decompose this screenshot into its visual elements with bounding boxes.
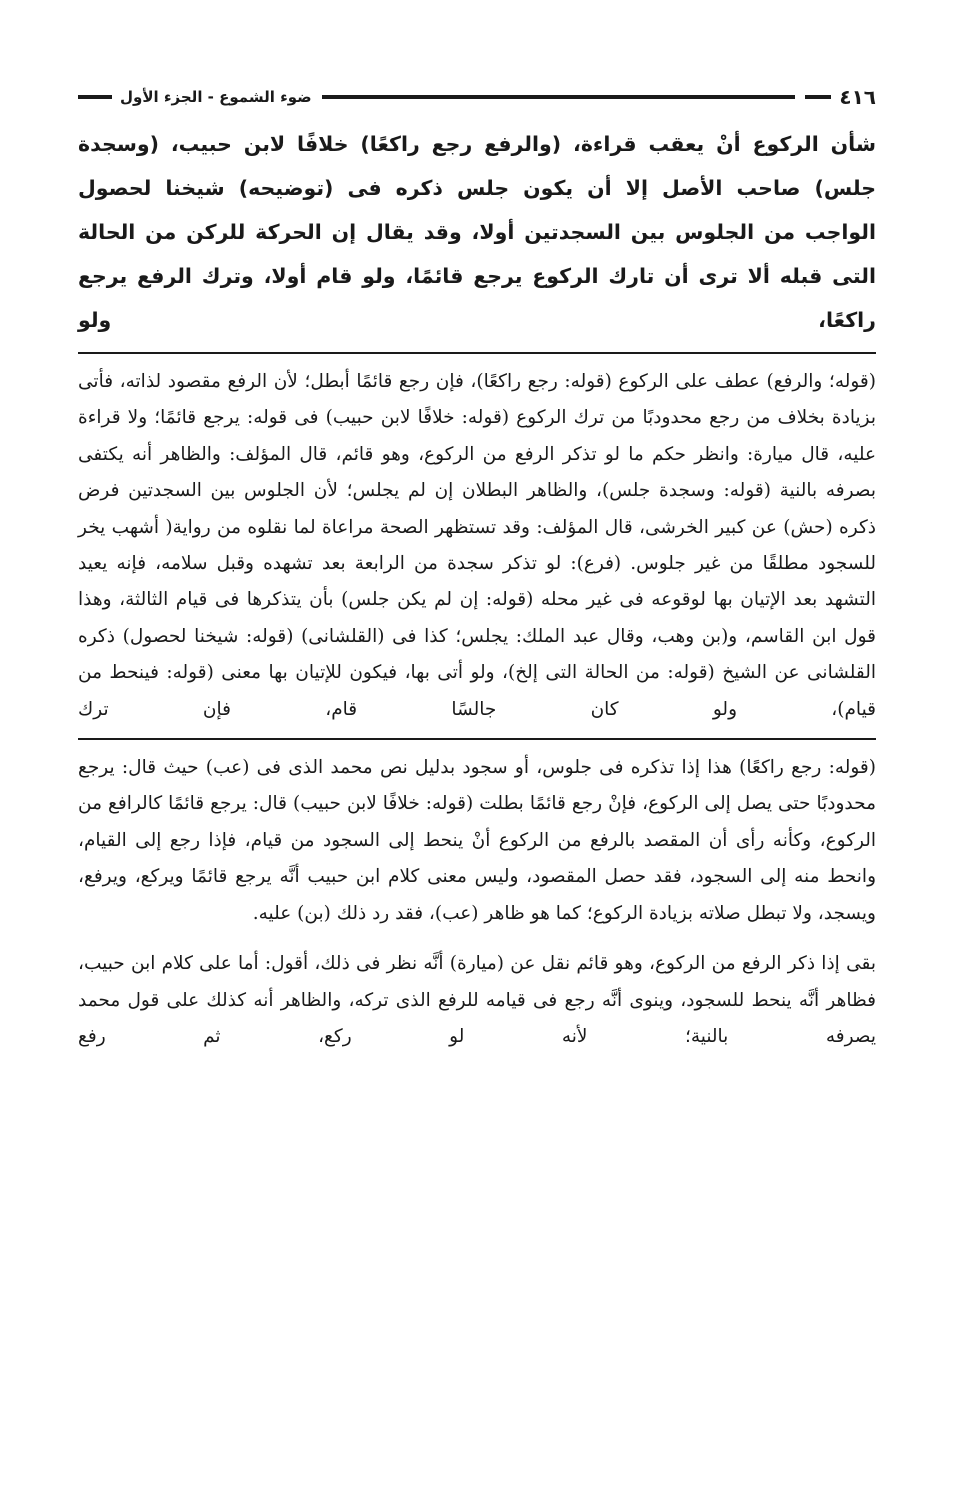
- header-rule: [322, 95, 796, 99]
- header-short-rule: [805, 95, 831, 99]
- paragraph-gap: [78, 932, 876, 946]
- header-right: [805, 85, 876, 109]
- separator-1: [78, 352, 876, 354]
- book-title: ضوء الشموع - الجزء الأول: [120, 88, 312, 106]
- page-header: [78, 80, 876, 114]
- separator-2: [78, 738, 876, 740]
- main-text: شأن الركوع أنْ يعقب قراءة، (والرفع رجع راكعًا) خلافًا لابن حبيب، (وسجدة جلس) صاحب الأصل إلا أن يكون جلس ذكره فى (توضيحه) شيخنا لحصول الواجب من الجلوس بين السجدتين أولا، وقد يقال إن الحركة للركن من الحالة التى قبله ألا ترى أن تارك الركوع يرجع قائمًا، ولو قام أولا، وترك الرفع يرجع راكعًا، ولو: [78, 132, 876, 332]
- header-short-rule-left: [78, 95, 112, 99]
- commentary-1: (قوله؛ والرفع) عطف على الركوع (قوله: رجع راكعًا)، فإن رجع قائمًا أبطل؛ لأن الرفع مقصود لذاته، فأتى بزيادة بخلاف من رجع محدودبًا من ترك الركوع (قوله: خلافًا لابن حبيب) فى قوله: يرجع قائمًا؛ ولا قراءة عليه، قال ميارة: وانظر حكم ما لو تذكر الرفع من الركوع، وهو قائم، قال المؤلف: والظاهر أنه يكتفى بصرفه بالنية (قوله: وسجدة جلس)، والظاهر البطلان إن لم يجلس؛ لأن الجلوس بين السجدتين فرض ذكره (حش) عن كبير الخرشى، قال المؤلف: وقد تستظهر الصحة مراعاة لما نقلوه من رواية( أشهب يخر للسجود مطلقًا من غير جلوس. (فرع): لو تذكر سجدة من الرابعة بعد تشهده وقبل سلامه، فإنه يعيد التشهد بعد الإتيان بها لوقوعه فى غير محله (قوله: إن لم يكن جلس) بأن يتذكرها فى قيام الثالثة، وهذا قول ابن القاسم، و(بن وهب، وقال عبد الملك: يجلس؛ كذا فى (القلشانى) (قوله: شيخنا لحصول) ذكره القلشانى عن الشيخ (قوله: من الحالة التى إلخ)، ولو أتى بها، فيكون للإتيان بها معنى (قوله: فينحط من قيام)، ولو كان جالسًا قام، فإن ترك: [78, 371, 876, 720]
- commentary-2-continuation: بقى إذا ذكر الرفع من الركوع، وهو قائم نقل عن (ميارة) أنَّه نظر فى ذلك، أقول: أما على كلام ابن حبيب، فظاهر أنَّه ينحط للسجود، وينوى أنَّه رجع فى قيامه للرفع الذى تركه، والظاهر أنه كذلك على قول محمد يصرفه بالنية؛ لأنه لو ركع، ثم رفع: [78, 953, 876, 1047]
- header-left: [78, 88, 312, 106]
- commentary-2: (قوله: رجع راكعًا) هذا إذا تذكره فى جلوس، أو سجود بدليل نص محمد الذى فى (عب) حيث قال: يرجع محدودبًا حتى يصل إلى الركوع، فإنْ رجع قائمًا بطلت (قوله: خلافًا لابن حبيب) قال: يرجع قائمًا كالرافع من الركوع، وكأنه رأى أن المقصد بالرفع من الركوع أنْ ينحط إلى السجود من قيام، فإذا رجع إلى القيام، وانحط منه إلى السجود، فقد حصل المقصود، وليس معنى كلام ابن حبيب أنَّه يرجع قائمًا ويركع، ويرفع، ويسجد، ولا تبطل صلاته بزيادة الركوع؛ كما هو ظاهر (عب)، فقد رد ذلك (بن) عليه.: [78, 757, 876, 924]
- page-number: ٤١٦: [839, 85, 876, 109]
